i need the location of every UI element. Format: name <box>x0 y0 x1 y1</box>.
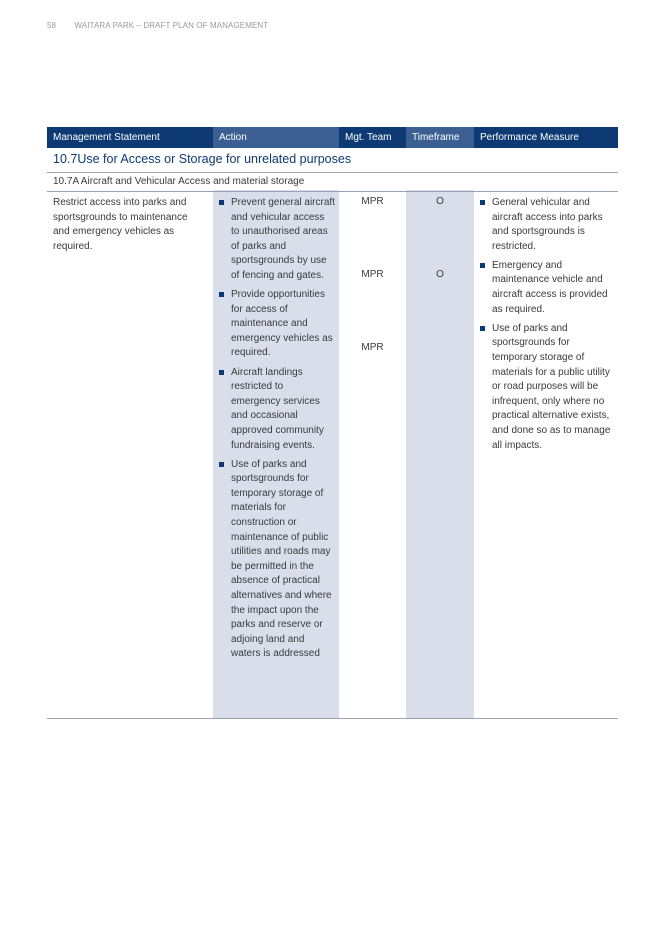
performance-item: General vehicular and aircraft access into parks and sportsgrounds is restricted. <box>480 196 616 254</box>
square-bullet-icon <box>480 263 485 268</box>
management-statement-cell: Restrict access into parks and sportsgrounds to maintenance and emergency vehicles as required. <box>53 197 188 252</box>
table-header-row <box>47 127 618 148</box>
column-header-management-statement: Management Statement <box>53 132 160 143</box>
action-item: Aircraft landings restricted to emergency services and occasional approved community fundraising events. <box>219 366 335 454</box>
square-bullet-icon <box>219 462 224 467</box>
management-table <box>47 127 618 719</box>
column-header-action: Action <box>213 127 339 148</box>
table-row <box>47 192 618 719</box>
action-cell <box>213 196 339 666</box>
mgt-team-value: MPR <box>361 196 384 207</box>
page-number: 58 <box>47 21 57 30</box>
timeframe-value: O <box>436 269 444 280</box>
mgt-team-value: MPR <box>361 342 384 353</box>
running-header <box>47 21 268 30</box>
square-bullet-icon <box>480 326 485 331</box>
square-bullet-icon <box>480 200 485 205</box>
performance-item: Use of parks and sportsgrounds for temporary storage of materials for a public utility or road purposes will be infrequent, only where no practical alternative exists, and done so as to manage all impacts. <box>480 322 616 453</box>
subsection-row <box>47 173 618 192</box>
timeframe-value: O <box>436 196 444 207</box>
action-item: Provide opportunities for access of maintenance and emergency vehicles as required. <box>219 288 335 361</box>
square-bullet-icon <box>219 292 224 297</box>
column-header-timeframe: Timeframe <box>406 127 474 148</box>
section-title: 10.7Use for Access or Storage for unrelated purposes <box>53 152 352 166</box>
performance-item: Emergency and maintenance vehicle and aircraft access is provided as required. <box>480 259 616 317</box>
action-item: Prevent general aircraft and vehicular access to unauthorised areas of parks and sportsgrounds by use of fencing and gates. <box>219 196 335 284</box>
square-bullet-icon <box>219 370 224 375</box>
performance-measure-cell <box>474 196 618 458</box>
column-header-mgt-team: Mgt. Team <box>345 132 392 143</box>
action-item: Use of parks and sportsgrounds for temporary storage of materials for construction or maintenance of public utilities and roads may be permitted in the absence of practical alternatives and where the impact upon the parks and reserve or adjoing land and waters is addressed <box>219 458 335 662</box>
subsection-title: 10.7A Aircraft and Vehicular Access and material storage <box>53 176 305 187</box>
mgt-team-value: MPR <box>361 269 384 280</box>
column-header-performance-measure: Performance Measure <box>480 132 579 143</box>
running-title: WAITARA PARK – DRAFT PLAN OF MANAGEMENT <box>74 21 269 30</box>
square-bullet-icon <box>219 200 224 205</box>
section-row <box>47 148 618 173</box>
